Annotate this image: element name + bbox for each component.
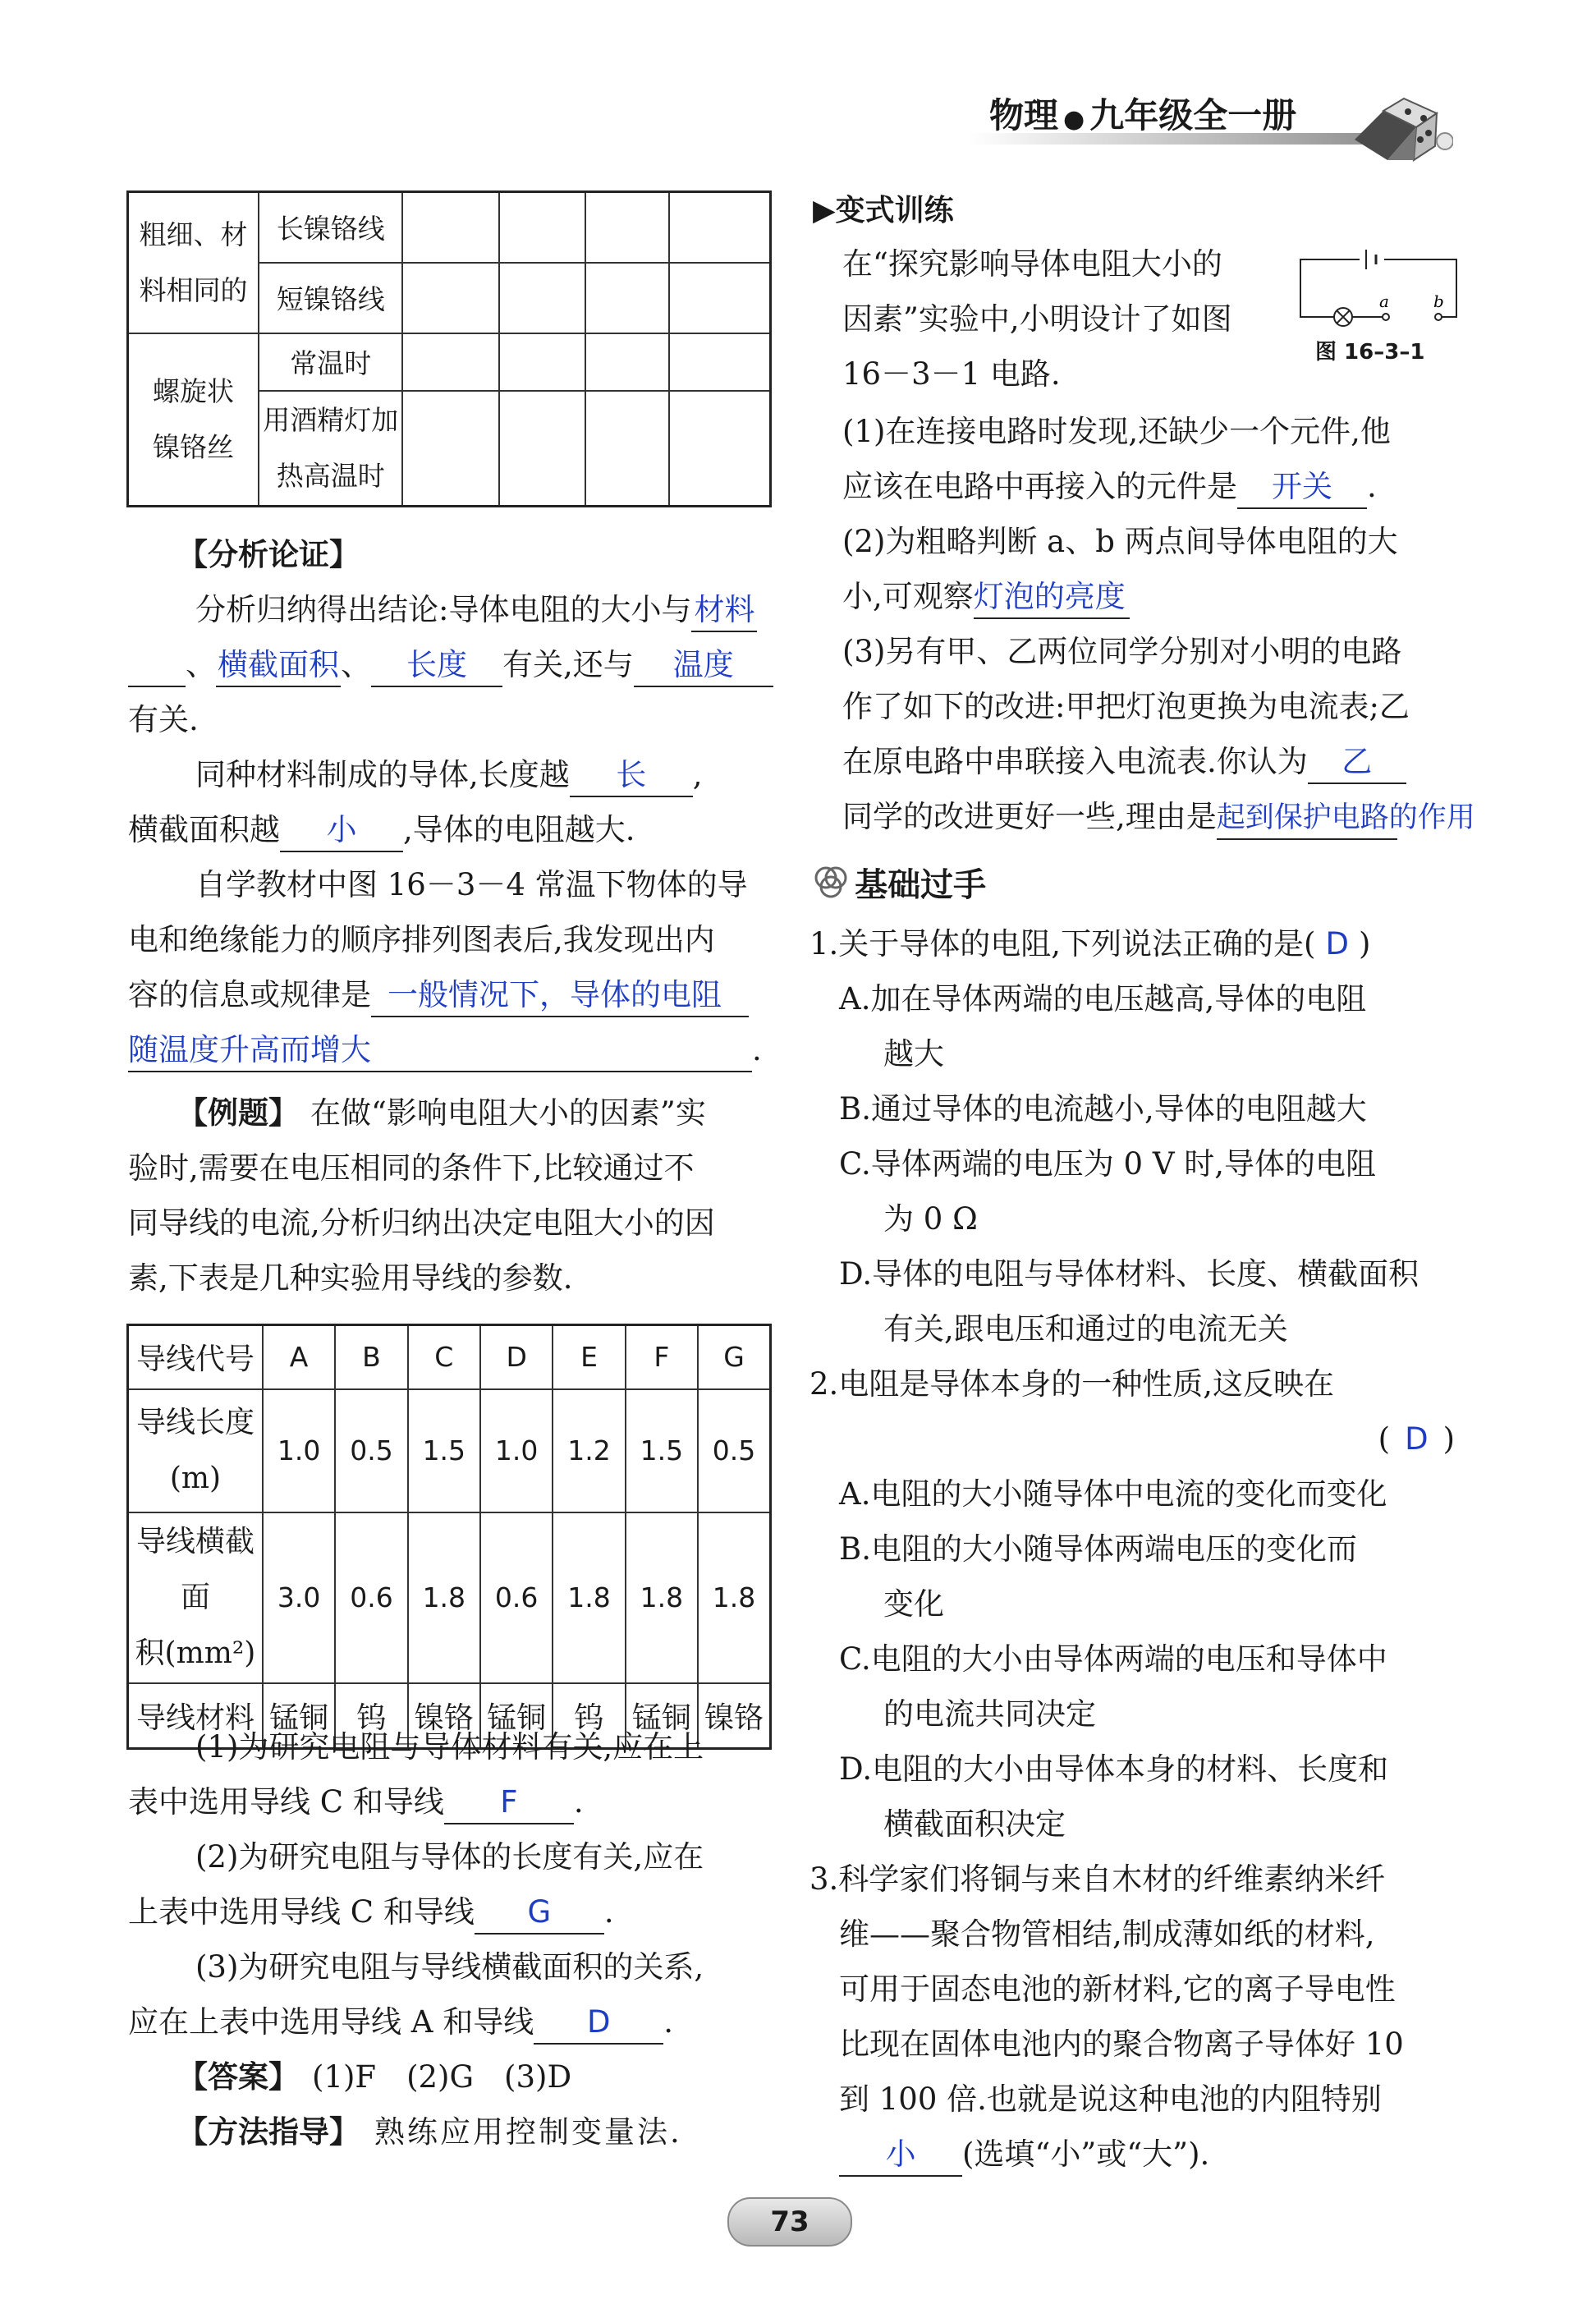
table2-length-row [128, 1389, 771, 1512]
table1-cell [669, 333, 771, 391]
analysis-section [128, 527, 785, 1077]
table2-cell: 3.0 [263, 1512, 335, 1683]
table2-header: E [553, 1325, 625, 1389]
variant-q2-line2: 小,可观察灯泡的亮度 [842, 569, 1474, 624]
figure-caption: 图 16–3–1 [1315, 340, 1425, 365]
example-line: 【例题】 在做“影响电阻大小的因素”实 [177, 1095, 706, 1131]
header-subject: 物理 [989, 95, 1059, 135]
basics-q1: 1.关于导体的电阻,下列说法正确的是( D ) [809, 926, 1371, 962]
table1-group-2: 螺旋状 镍铬丝 [128, 333, 259, 507]
variant-q1-line2: 应该在电路中再接入的元件是 开关 . [842, 459, 1474, 514]
table2-header: 导线代号 [128, 1325, 263, 1389]
analysis-line: 同种材料制成的导体,长度越 长 , [128, 747, 785, 802]
basics-q1-option-c: C.导体两端的电压为 0 V 时,导体的电阻 [839, 1146, 1377, 1182]
basics-q2-option-b-cont: 变化 [883, 1586, 944, 1622]
answer-basics-q3: 小 [839, 2134, 962, 2177]
table1-cell [585, 263, 669, 333]
example-line: 素,下表是几种实验用导线的参数. [128, 1260, 573, 1296]
basics-q2-option-d: D.电阻的大小由导体本身的材料、长度和 [839, 1751, 1389, 1787]
answer-switch: 开关 [1237, 466, 1367, 509]
table2-cell: 0.5 [698, 1389, 770, 1512]
answer-longer: 长 [570, 755, 693, 797]
ex-q2-line2: 上表中选用导线 C 和导线 G . [128, 1884, 785, 1939]
basics-q3: 3.科学家们将铜与来自木材的纤维素纳米纤 [809, 1861, 1386, 1897]
table1-item: 长镍铬线 [259, 192, 402, 263]
table2-cell: 锰铜 [626, 1683, 698, 1749]
page-number: 73 [770, 2205, 809, 2238]
answer-ex-q2: G [475, 1892, 604, 1935]
basics-q2: 2.电阻是导体本身的一种性质,这反映在 [809, 1366, 1335, 1402]
basics-questions [809, 916, 1474, 2182]
fig-label-a: a [1379, 291, 1389, 311]
basics-q1-option-b: B.通过导体的电流越小,导体的电阻越大 [839, 1091, 1367, 1127]
table1-cell [499, 263, 586, 333]
circuit-figure [1294, 243, 1466, 374]
table2-cell: 1.8 [408, 1512, 480, 1683]
basics-q3-line: 到 100 倍.也就是说这种电池的内阻特别 [839, 2081, 1382, 2117]
basics-header [811, 859, 986, 906]
answer-smaller: 小 [280, 810, 403, 852]
method-text: 熟练应用控制变量法. [374, 2114, 682, 2150]
table2-header: F [626, 1325, 698, 1389]
basics-q3-line: 可用于固态电池的新材料,它的离子导电性 [839, 1971, 1396, 2007]
variant-intro [842, 236, 1302, 402]
answer-basics-q2: D [1405, 1421, 1429, 1457]
fig-label-b: b [1433, 291, 1444, 311]
ex-q2: (2)为研究电阻与导体的长度有关,应在 [195, 1839, 704, 1875]
table1-cell [499, 391, 586, 507]
analysis-line: 容的信息或规律是 一般情况下，导体的电阻 [128, 967, 785, 1022]
answer-bulb-brightness: 灯泡的亮度 [974, 576, 1130, 619]
example-tag: 【例题】 [177, 1095, 299, 1131]
basics-q1-option-d: D.导体的电阻与导体材料、长度、横截面积 [839, 1256, 1419, 1292]
example-line: 同导线的电流,分析归纳出决定电阻大小的因 [128, 1205, 715, 1241]
table1-cell [402, 192, 498, 263]
table2-header: B [335, 1325, 407, 1389]
basics-q2-option-c: C.电阻的大小由导体两端的电压和导体中 [839, 1641, 1387, 1677]
table2-header: D [480, 1325, 553, 1389]
basics-q2-option-c-cont: 的电流共同决定 [883, 1696, 1096, 1732]
answer-student-yi: 乙 [1308, 741, 1406, 784]
table2-header: C [408, 1325, 480, 1389]
basics-q2-option-a: A.电阻的大小随导体中电流的变化而变化 [839, 1476, 1387, 1512]
dice-icon [1338, 82, 1453, 164]
method-line [128, 2104, 785, 2159]
basics-q2-option-d-cont: 横截面积决定 [883, 1806, 1066, 1842]
analysis-line: 随温度升高而增大 . [128, 1022, 785, 1077]
analysis-line: 分析归纳得出结论:导体电阻的大小与材料 [128, 582, 785, 637]
answer-rule-2: 随温度升高而增大 [128, 1030, 752, 1072]
example-questions [128, 1719, 785, 2159]
analysis-line: 横截面积越 小 ,导体的电阻越大. [128, 802, 785, 857]
page-number-badge [727, 2197, 852, 2247]
answer-rule-1: 一般情况下，导体的电阻 [371, 975, 749, 1017]
basics-q1-option-c-cont: 为 0 Ω [883, 1201, 978, 1237]
ex-q1-line2: 表中选用导线 C 和导线 F . [128, 1774, 785, 1829]
table2-length-label: 导线长度 (m) [128, 1389, 263, 1512]
header-dot-icon: ● [1063, 105, 1085, 134]
answer-basics-q1: D [1325, 926, 1349, 962]
table2-area-row [128, 1512, 771, 1683]
ex-q3: (3)为研究电阻与导线横截面积的关系, [195, 1949, 704, 1985]
variant-q2: (2)为粗略判断 a、b 两点间导体电阻的大 [842, 524, 1398, 559]
answer-ex-q1: F [444, 1782, 574, 1824]
answer-ex-q3: D [534, 2002, 663, 2045]
table2-cell: 1.0 [480, 1389, 553, 1512]
variant-line: 16－3－1 电路. [842, 356, 1061, 392]
table1-cell [669, 391, 771, 507]
table2-cell: 1.2 [553, 1389, 625, 1512]
answer-material: 材料 [691, 590, 757, 632]
analysis-line: 、横截面积、 长度 有关,还与 温度 [128, 637, 785, 692]
variant-q1: (1)在连接电路时发现,还缺少一个元件,他 [842, 414, 1391, 449]
table1-cell [585, 333, 669, 391]
table2-area-label: 导线横截面 积(mm²) [128, 1512, 263, 1683]
table2-cell: 1.5 [626, 1389, 698, 1512]
basics-q3-answer-line: 小 (选填“小”或“大”). [809, 2127, 1474, 2182]
variant-line: 因素”实验中,小明设计了如图 [842, 301, 1232, 337]
table2-cell: 镍铬 [408, 1683, 480, 1749]
variant-line: 在“探究影响导体电阻大小的 [842, 246, 1222, 282]
answer-protect-circuit: 起到保护电路的作用 [1217, 797, 1397, 840]
example-line: 验时,需要在电压相同的条件下,比较通过不 [128, 1150, 695, 1186]
ex-q3-line2: 应在上表中选用导线 A 和导线 D . [128, 1994, 785, 2049]
answer-area: 横截面积 [216, 645, 341, 687]
header-grade: 九年级全一册 [1089, 95, 1297, 135]
table1-cell [402, 333, 498, 391]
table1-cell [669, 263, 771, 333]
analysis-title: 【分析论证】 [177, 536, 360, 572]
table2-cell: 0.6 [335, 1512, 407, 1683]
table2-header: G [698, 1325, 770, 1389]
table1-item: 短镍铬线 [259, 263, 402, 333]
analysis-line: 自学教材中图 16－3－4 常温下物体的导 [195, 867, 748, 902]
table1-item: 用酒精灯加 热高温时 [259, 391, 402, 507]
answer-tag: 【答案】 [177, 2058, 299, 2095]
answer-text: (1)F (2)G (3)D [312, 2059, 572, 2095]
experiment-table [126, 190, 772, 507]
circuit-diagram [1294, 243, 1466, 333]
table2-header: A [263, 1325, 335, 1389]
basics-q3-line: 比现在固体电池内的聚合物离子导体好 10 [839, 2026, 1404, 2062]
table2-cell: 1.8 [553, 1512, 625, 1683]
table1-group-1: 粗细、材 料相同的 [128, 192, 259, 333]
table1-cell [499, 192, 586, 263]
table1-cell [402, 391, 498, 507]
table2-cell: 1.5 [408, 1389, 480, 1512]
answer-length: 长度 [371, 645, 502, 687]
basics-rings-icon [811, 863, 851, 902]
variant-q3-line4: 同学的改进更好一些,理由是起到保护电路的作用 [842, 789, 1474, 844]
variant-questions [842, 404, 1474, 844]
table2-header-row [128, 1325, 771, 1389]
basics-q3-line: 维——聚合物管相结,制成薄如纸的材料, [839, 1916, 1375, 1952]
basics-q1-option-a-cont: 越大 [883, 1036, 944, 1072]
table1-item: 常温时 [259, 333, 402, 391]
basics-q2-option-b: B.电阻的大小随导体两端电压的变化而 [839, 1531, 1357, 1567]
variant-q3: (3)另有甲、乙两位同学分别对小明的电路 [842, 634, 1402, 669]
answer-line [128, 2049, 785, 2104]
example-section [128, 1085, 785, 1306]
ex-q1: (1)为研究电阻与导体材料有关,应在上 [195, 1729, 704, 1765]
table1-cell [585, 391, 669, 507]
basics-title: 基础过手 [855, 866, 987, 904]
table1-cell [669, 192, 771, 263]
table2-cell: 锰铜 [263, 1683, 335, 1749]
answer-temperature: 温度 [634, 645, 773, 687]
variant-q3-line3: 在原电路中串联接入电流表.你认为 乙 [842, 734, 1474, 789]
table1-cell [402, 263, 498, 333]
page-header [969, 82, 1461, 156]
basics-q2-answer-line: ( D ) [1378, 1421, 1455, 1457]
basics-q1-option-a: A.加在导体两端的电压越高,导体的电阻 [839, 981, 1367, 1017]
basics-q1-option-d-cont: 有关,跟电压和通过的电流无关 [883, 1311, 1288, 1347]
variant-title: ▶变式训练 [813, 194, 954, 227]
method-tag: 【方法指导】 [177, 2114, 360, 2150]
table2-material-label: 导线材料 [128, 1683, 263, 1749]
table1-cell [585, 192, 669, 263]
table2-cell: 0.6 [480, 1512, 553, 1683]
table2-cell: 1.8 [626, 1512, 698, 1683]
variant-q3-line2: 作了如下的改进:甲把灯泡更换为电流表;乙 [842, 689, 1410, 724]
table2-cell: 镍铬 [698, 1683, 770, 1749]
table1-cell [499, 333, 586, 391]
table2-cell: 钨 [553, 1683, 625, 1749]
wire-parameter-table [126, 1324, 772, 1750]
analysis-line: 有关. [128, 702, 199, 737]
table2-cell: 0.5 [335, 1389, 407, 1512]
table2-cell: 锰铜 [480, 1683, 553, 1749]
table2-cell: 1.0 [263, 1389, 335, 1512]
table2-cell: 1.8 [698, 1512, 770, 1683]
table2-cell: 钨 [335, 1683, 407, 1749]
analysis-line: 电和绝缘能力的顺序排列图表后,我发现出内 [128, 922, 715, 957]
